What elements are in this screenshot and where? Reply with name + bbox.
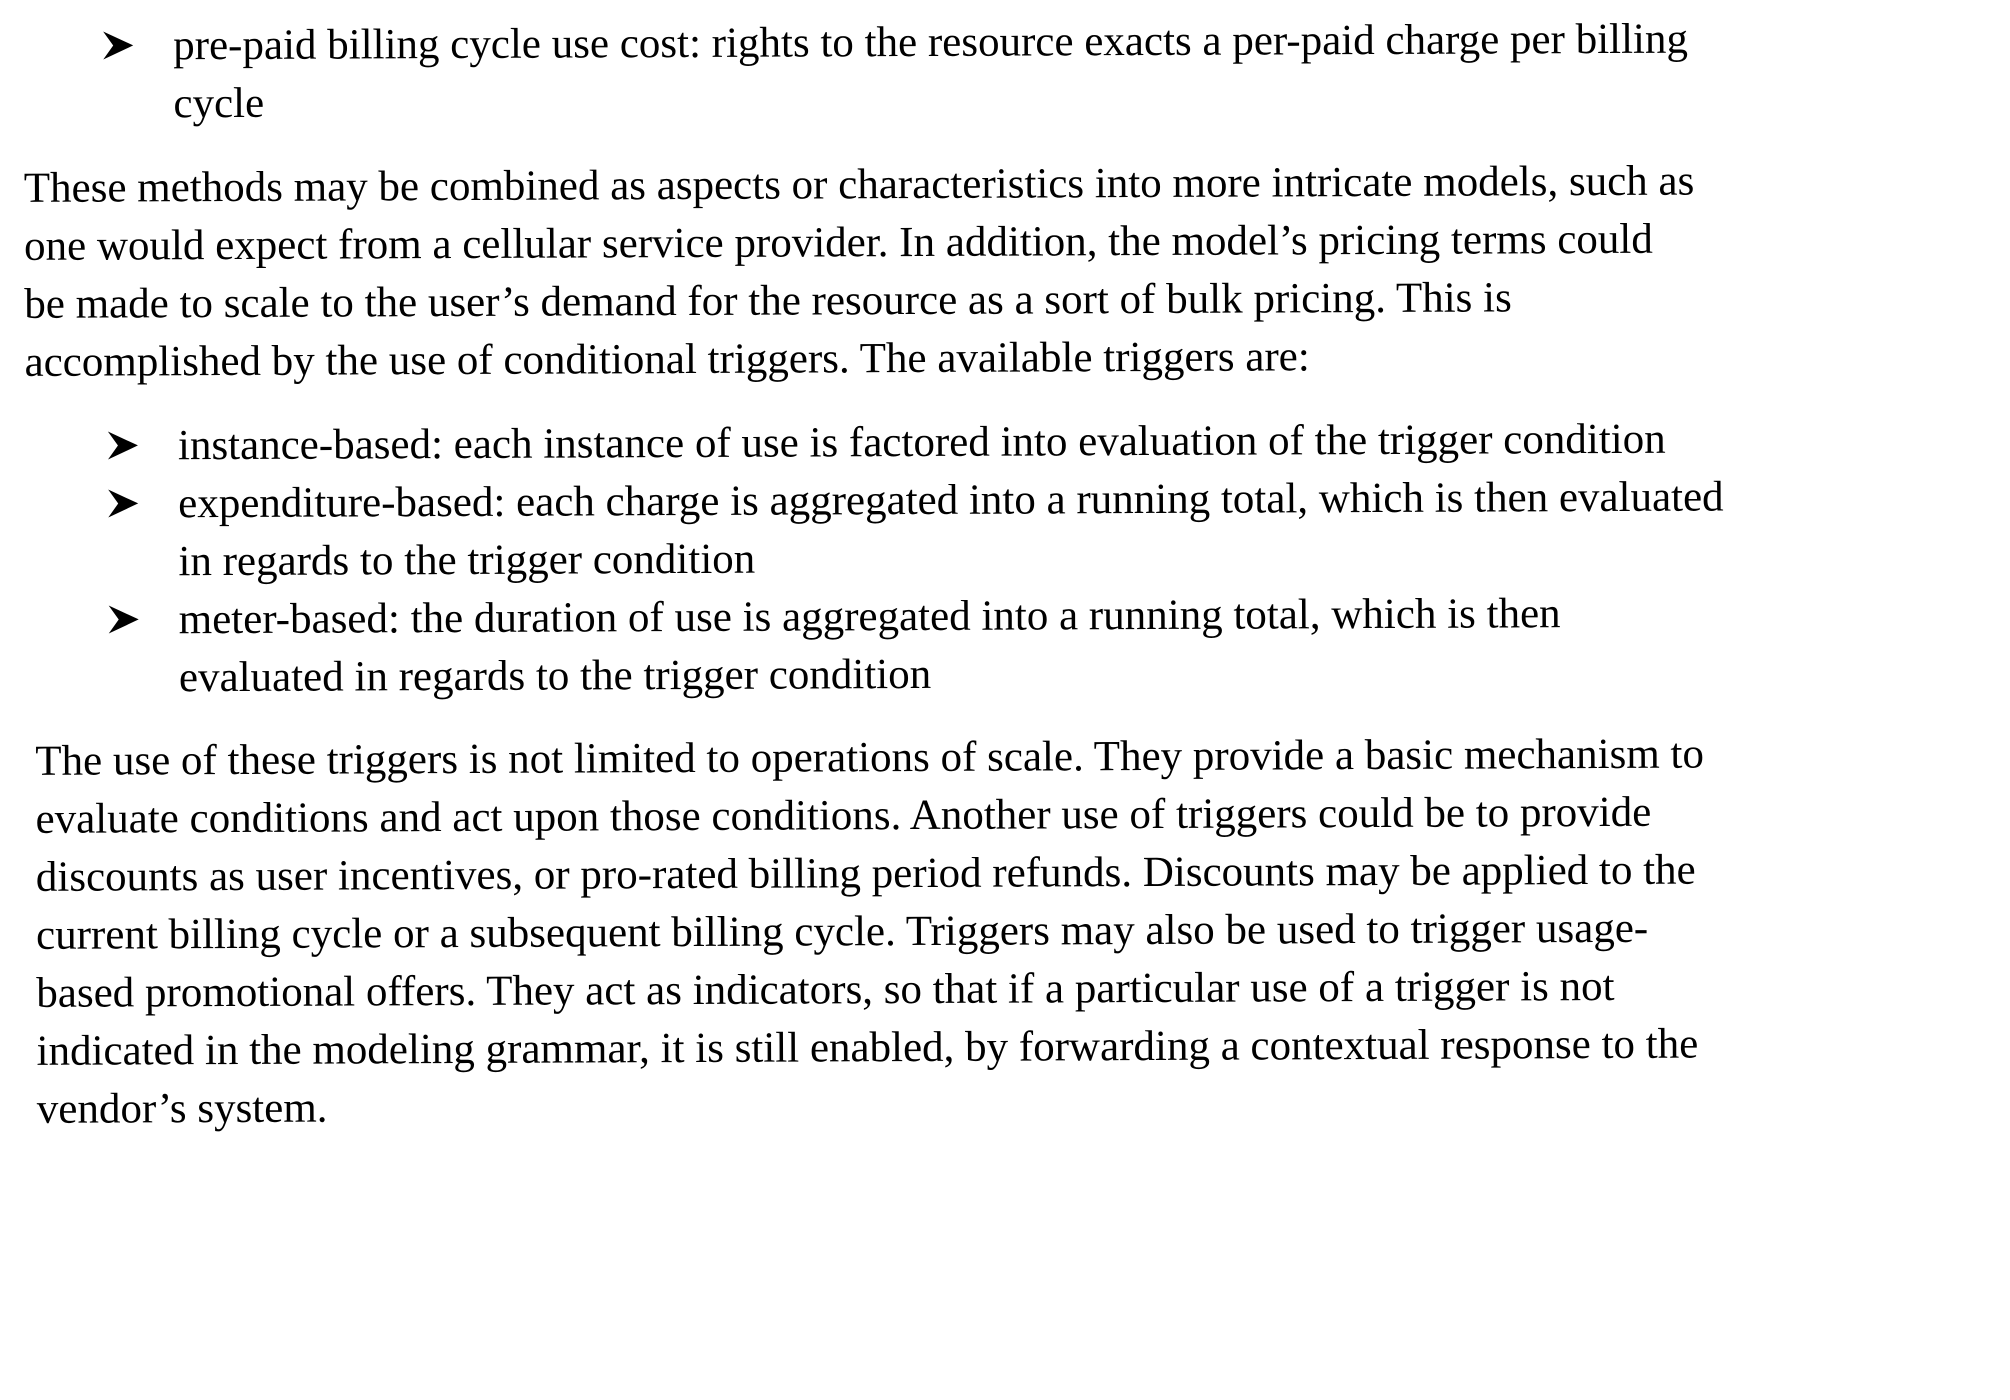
text-line: expenditure-based: each charge is aggregated into a running total, which is then evaluated <box>178 468 1724 533</box>
arrow-bullet-icon <box>101 29 135 61</box>
text-line: instance-based: each instance of use is factored into evaluation of the trigger condition <box>178 411 1666 475</box>
text-line: discounts as user incentives, or pro-rated billing period refunds. Discounts may be applied to the <box>36 842 1705 907</box>
text-line: accomplished by the use of conditional triggers. The available triggers are: <box>24 327 1695 392</box>
bullet-meter-based <box>179 585 1561 707</box>
arrow-bullet-icon <box>107 603 141 635</box>
text-line: one would expect from a cellular service provider. In addition, the model’s pricing terms could <box>24 211 1695 276</box>
text-line: be made to scale to the user’s demand for the resource as a sort of bulk pricing. This is <box>24 269 1695 334</box>
text-line: indicated in the modeling grammar, it is still enabled, by forwarding a contextual response to the <box>36 1016 1705 1081</box>
text-line: current billing cycle or a subsequent billing cycle. Triggers may also be used to trigger usage- <box>36 900 1705 965</box>
text-line: These methods may be combined as aspects or characteristics into more intricate models, such as <box>24 153 1695 218</box>
text-line: pre-paid billing cycle use cost: rights to the resource exacts a per-paid charge per billing <box>173 11 1688 76</box>
text-line: evaluate conditions and act upon those conditions. Another use of triggers could be to provide <box>35 784 1704 849</box>
text-line: cycle <box>173 69 1688 134</box>
arrow-bullet-icon <box>106 487 140 519</box>
bullet-prepaid-billing <box>173 11 1688 134</box>
text-line: in regards to the trigger condition <box>178 526 1724 591</box>
text-line: vendor’s system. <box>37 1074 1706 1139</box>
arrow-bullet-icon <box>106 429 140 461</box>
paragraph-methods <box>24 153 1695 392</box>
text-line: evaluated in regards to the trigger condition <box>179 643 1561 707</box>
paragraph-triggers-usage <box>35 726 1705 1139</box>
text-line: meter-based: the duration of use is aggregated into a running total, which is then <box>179 585 1561 649</box>
text-line: The use of these triggers is not limited to operations of scale. They provide a basic mechanism to <box>35 726 1704 791</box>
text-line: based promotional offers. They act as indicators, so that if a particular use of a trigger is not <box>36 958 1705 1023</box>
bullet-instance-based <box>178 411 1666 475</box>
document-page <box>0 0 2010 1400</box>
bullet-expenditure-based <box>178 468 1724 591</box>
